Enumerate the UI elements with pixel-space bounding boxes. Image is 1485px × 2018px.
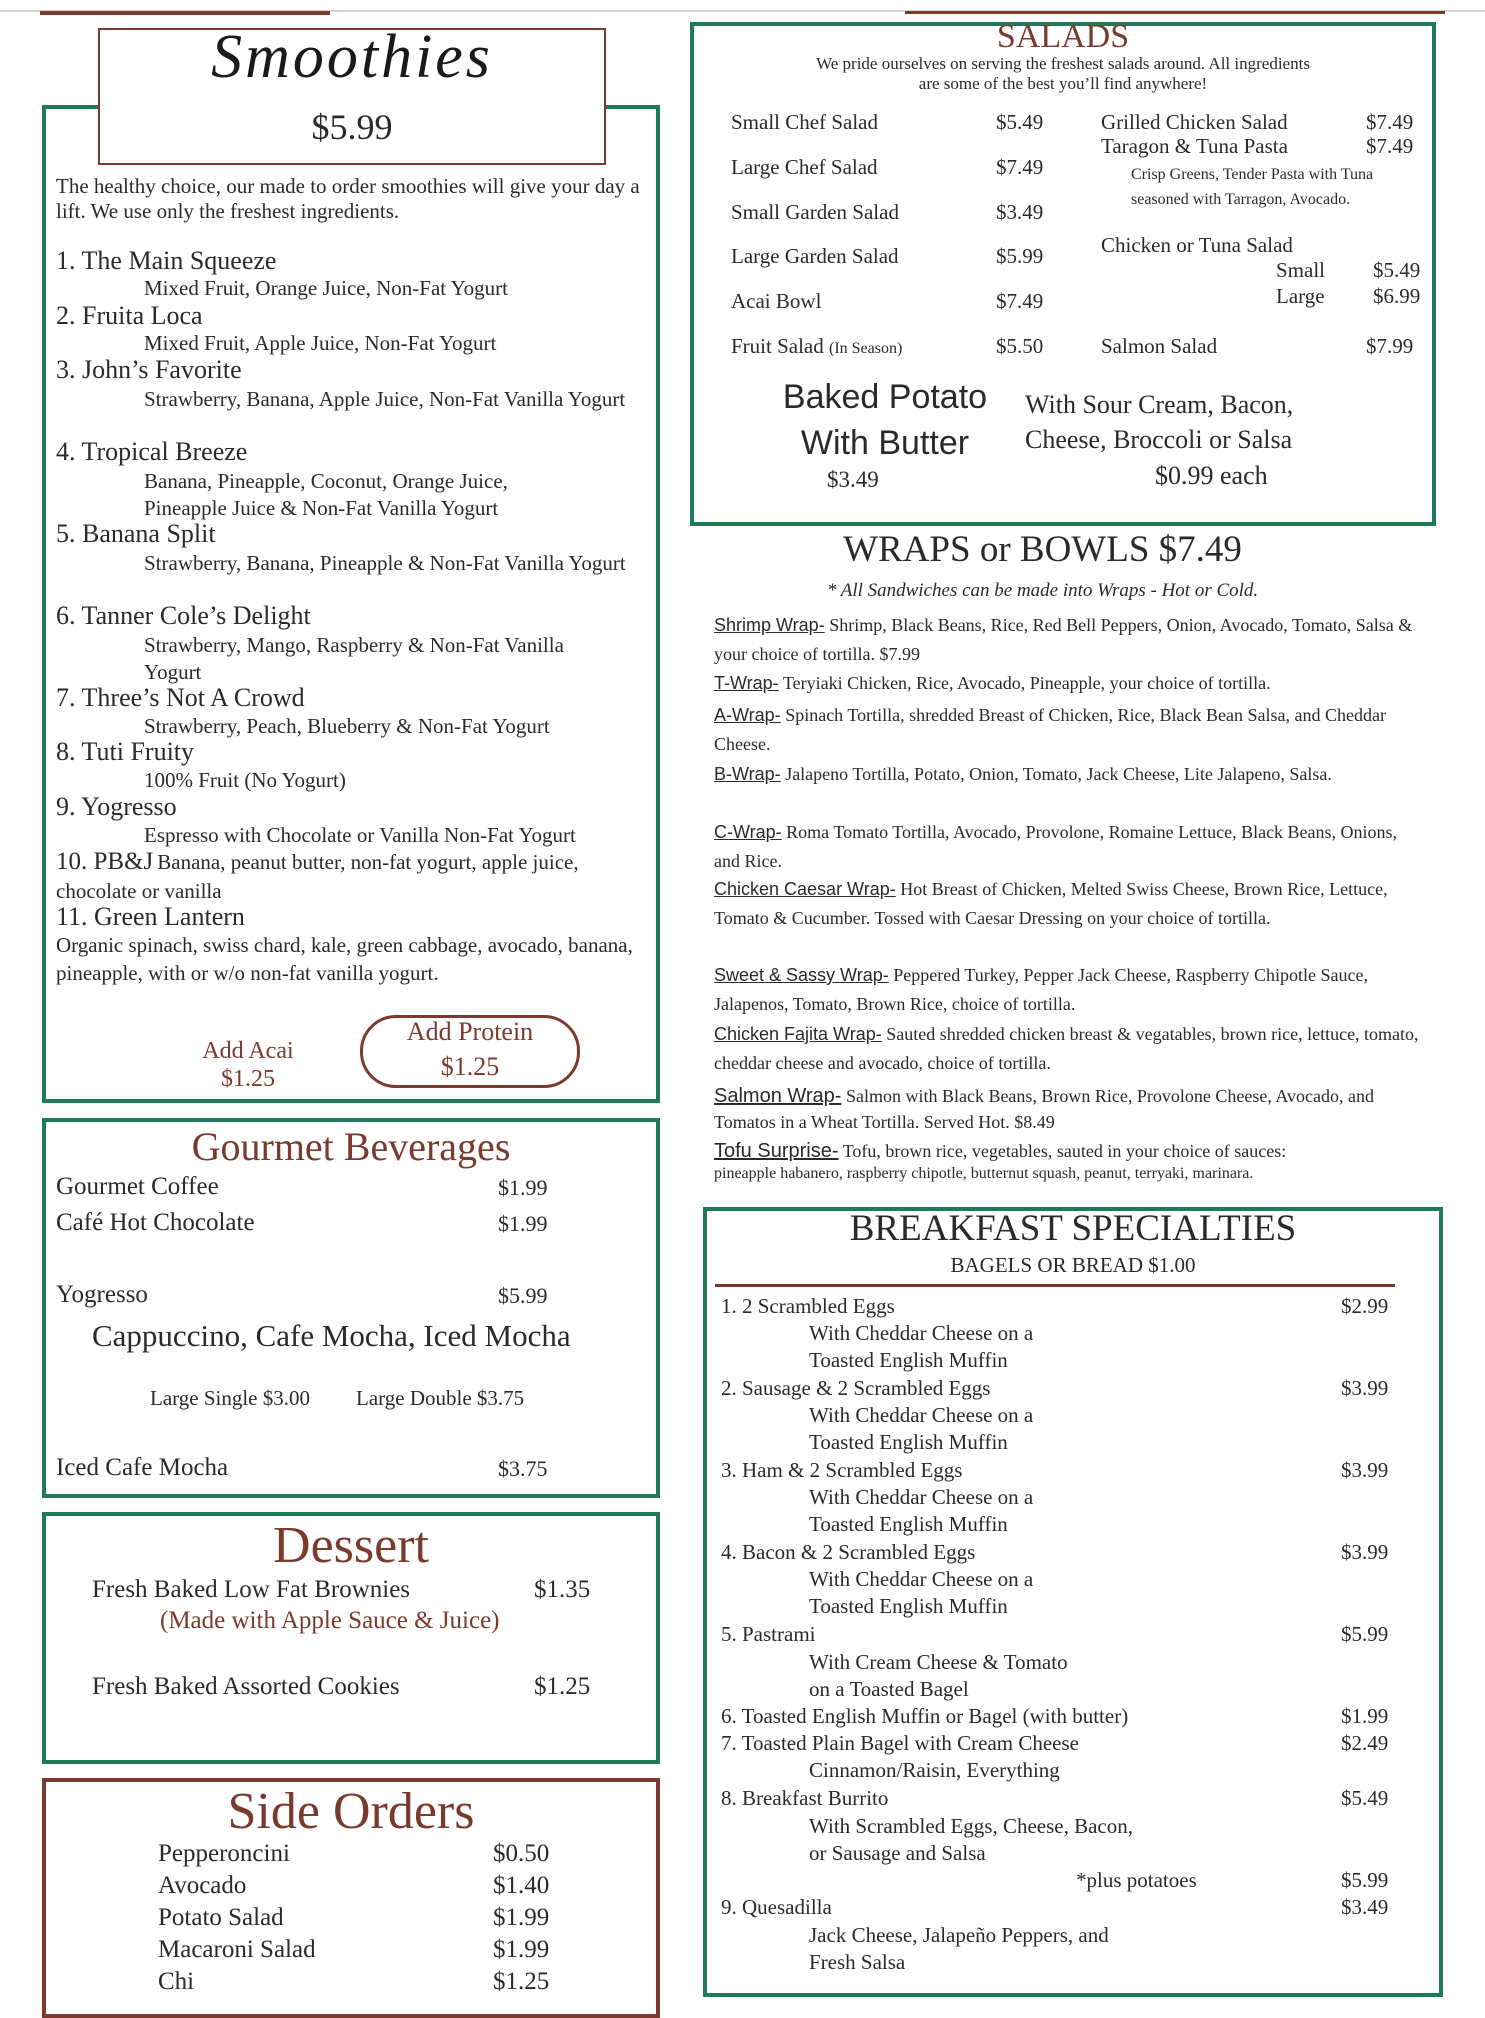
breakfast-item: 3. Ham & 2 Scrambled Eggs: [721, 1458, 963, 1482]
wrap-desc-tofu-2: pineapple habanero, raspberry chipotle, butternut squash, peanut, terryaki, marinara.: [714, 1165, 1254, 1182]
wrap-name: Tofu Surprise-: [714, 1140, 839, 1162]
breakfast-title: BREAKFAST SPECIALTIES: [849, 1208, 1297, 1249]
smoothie-item-10-desc: Banana, peanut butter, non-fat yogurt, apple juice, chocolate or vanilla: [56, 850, 579, 903]
wraps-title: WRAPS or BOWLS $7.49: [843, 529, 1242, 570]
breakfast-subtitle: BAGELS OR BREAD $1.00: [950, 1253, 1196, 1277]
smoothie-desc: Strawberry, Banana, Apple Juice, Non-Fat Vanilla Yogurt: [144, 387, 626, 411]
wrap-name: Shrimp Wrap-: [714, 615, 825, 635]
beverage-price: $3.75: [498, 1456, 548, 1481]
breakfast-desc: on a Toasted Bagel: [809, 1677, 969, 1701]
breakfast-item: 9. Quesadilla: [721, 1895, 832, 1919]
smoothies-title: Smoothies: [211, 23, 493, 91]
beverage-row: [56, 1281, 576, 1313]
breakfast-item: 2. Sausage & 2 Scrambled Eggs: [721, 1376, 991, 1400]
wrap-name: Sweet & Sassy Wrap-: [714, 965, 889, 985]
smoothie-item: 4. Tropical Breeze: [56, 437, 248, 466]
smoothie-item-11: 11. Green Lantern: [56, 902, 245, 931]
wrap-name: C-Wrap-: [714, 822, 782, 842]
espresso-drinks: Cappuccino, Cafe Mocha, Iced Mocha: [92, 1318, 571, 1353]
side-price: $0.50: [493, 1840, 550, 1867]
smoothie-item-10: [56, 848, 616, 907]
salad-item: [731, 334, 902, 359]
wrap-desc: Hot Breast of Chicken, Melted Swiss Cheese, Brown Rice, Lettuce, Tomato & Cucumber. Tossed with Caesar Dressing on your choice of tortilla.: [714, 879, 1388, 928]
toppings-line2: Cheese, Broccoli or Salsa: [1025, 425, 1293, 454]
breakfast-item: 8. Breakfast Burrito: [721, 1786, 889, 1810]
beverage-price: $1.99: [498, 1175, 548, 1200]
salad-price: $5.99: [996, 244, 1044, 268]
wrap-name: B-Wrap-: [714, 764, 781, 784]
fruit-salad-note: (In Season): [829, 340, 903, 357]
breakfast-price: $5.49: [1341, 1786, 1389, 1810]
side-item: Macaroni Salad: [158, 1936, 316, 1963]
salad-item: Small Garden Salad: [731, 200, 899, 224]
dessert-brownies-note: (Made with Apple Sauce & Juice): [160, 1607, 500, 1634]
add-acai-price: $1.25: [221, 1066, 275, 1092]
salad-item: Grilled Chicken Salad: [1101, 110, 1288, 134]
baked-potato-line1: Baked Potato: [782, 378, 988, 416]
wrap-desc: Spinach Tortilla, shredded Breast of Chicken, Rice, Black Bean Salsa, and Cheddar Cheese.: [714, 705, 1386, 754]
breakfast-price: $3.99: [1341, 1540, 1389, 1564]
wrap-item-tofu: [714, 1139, 1419, 1163]
beverage-name: Café Hot Chocolate: [56, 1209, 255, 1236]
smoothie-desc: Strawberry, Banana, Pineapple & Non-Fat Vanilla Yogurt: [144, 551, 626, 575]
wrap-desc: Roma Tomato Tortilla, Avocado, Provolone, Romaine Lettuce, Black Beans, Onions, and Rice.: [714, 822, 1398, 871]
smoothie-item: 1. The Main Squeeze: [56, 246, 277, 275]
top-accent-left: [40, 11, 330, 15]
beverage-name: Iced Cafe Mocha: [56, 1454, 229, 1481]
salads-title: SALADS: [996, 18, 1130, 55]
breakfast-item: 7. Toasted Plain Bagel with Cream Cheese: [721, 1731, 1079, 1755]
breakfast-price: $2.49: [1341, 1731, 1389, 1755]
salad-item: Salmon Salad: [1101, 334, 1218, 358]
salad-price: $5.50: [996, 334, 1044, 358]
side-item: Avocado: [158, 1872, 247, 1899]
beverage-name: Gourmet Coffee: [56, 1173, 219, 1200]
salad-price: $7.99: [1366, 334, 1414, 358]
breakfast-price: $2.99: [1341, 1294, 1389, 1318]
smoothie-desc: 100% Fruit (No Yogurt): [144, 768, 346, 792]
wrap-desc: Teryiaki Chicken, Rice, Avocado, Pineapple, your choice of tortilla.: [782, 673, 1271, 693]
side-price: $1.99: [493, 1904, 550, 1931]
add-protein-price: $1.25: [440, 1052, 500, 1081]
beverage-row: [56, 1454, 576, 1486]
breakfast-desc: Fresh Salsa: [809, 1950, 906, 1974]
breakfast-desc: With Scrambled Eggs, Cheese, Bacon,: [809, 1814, 1133, 1838]
wrap-item: [714, 1020, 1419, 1078]
wrap-name: Chicken Caesar Wrap-: [714, 879, 896, 899]
smoothie-item: 3. John’s Favorite: [56, 355, 242, 384]
wrap-item: [714, 760, 1419, 789]
size-large: Large: [1276, 284, 1325, 308]
wrap-desc: Peppered Turkey, Pepper Jack Cheese, Raspberry Chipotle Sauce, Jalapenos, Tomato, Brown Rice, choice of tortilla.: [714, 965, 1368, 1014]
salad-item: Large Chef Salad: [731, 155, 878, 179]
breakfast-addon: *plus potatoes: [1076, 1868, 1197, 1892]
salad-price: $5.49: [996, 110, 1044, 134]
side-item: Pepperoncini: [158, 1840, 290, 1867]
wrap-name: Chicken Fajita Wrap-: [714, 1024, 882, 1044]
breakfast-desc: Cinnamon/Raisin, Everything: [809, 1758, 1060, 1782]
beverage-row: [56, 1209, 576, 1241]
smoothie-item: 5. Banana Split: [56, 519, 216, 548]
salad-item: Large Garden Salad: [731, 244, 899, 268]
dessert-brownies-price: $1.35: [534, 1576, 591, 1603]
breakfast-item: 5. Pastrami: [721, 1622, 816, 1646]
breakfast-desc: With Cheddar Cheese on a: [809, 1403, 1034, 1427]
smoothie-item: 7. Three’s Not A Crowd: [56, 683, 305, 712]
size-large-price: $6.99: [1373, 284, 1421, 308]
smoothie-item-10-name: 10. PB&J: [56, 848, 154, 875]
wrap-name: T-Wrap-: [714, 673, 779, 693]
smoothies-price: $5.99: [311, 107, 393, 147]
side-orders-title: Side Orders: [227, 1783, 475, 1840]
breakfast-desc: or Sausage and Salsa: [809, 1841, 986, 1865]
salad-price: $7.49: [1366, 134, 1414, 158]
breakfast-desc: Toasted English Muffin: [809, 1430, 1008, 1454]
salad-item: Taragon & Tuna Pasta: [1101, 134, 1288, 158]
wrap-desc: Salmon with Black Beans, Brown Rice, Provolone Cheese, Avocado, and Tomatos in a Wheat Tortilla. Served Hot. $8.49: [714, 1086, 1375, 1132]
breakfast-price: $1.99: [1341, 1704, 1389, 1728]
smoothies-intro: The healthy choice, our made to order smoothies will give your day a lift. We use only the freshest ingredients.: [56, 174, 640, 223]
side-price: $1.40: [493, 1872, 550, 1899]
smoothie-desc: Banana, Pineapple, Coconut, Orange Juice, Pineapple Juice & Non-Fat Vanilla Yogurt: [144, 469, 508, 520]
smoothie-desc: Strawberry, Mango, Raspberry & Non-Fat Vanilla Yogurt: [144, 633, 564, 684]
wrap-name: A-Wrap-: [714, 705, 781, 725]
wrap-desc: Jalapeno Tortilla, Potato, Onion, Tomato, Jack Cheese, Lite Jalapeno, Salsa.: [785, 764, 1332, 784]
size-small: Small: [1276, 258, 1326, 282]
salad-price: $3.49: [996, 200, 1044, 224]
wrap-desc: Sauted shredded chicken breast & vegatables, brown rice, lettuce, tomato, cheddar cheese and avocado, choice of tortilla.: [714, 1024, 1419, 1073]
wrap-item: [714, 701, 1419, 759]
beverage-row: [56, 1173, 576, 1205]
wrap-name: Salmon Wrap-: [714, 1085, 842, 1107]
smoothie-item: 2. Fruita Loca: [56, 301, 203, 330]
salad-item: Chicken or Tuna Salad: [1101, 233, 1293, 257]
breakfast-price: $3.99: [1341, 1458, 1389, 1482]
smoothie-desc: Mixed Fruit, Orange Juice, Non-Fat Yogurt: [144, 276, 508, 300]
wrap-item: [714, 611, 1419, 669]
breakfast-desc: With Cream Cheese & Tomato: [809, 1650, 1068, 1674]
breakfast-desc: Toasted English Muffin: [809, 1348, 1008, 1372]
dessert-title: Dessert: [273, 1517, 429, 1574]
dessert-brownies: Fresh Baked Low Fat Brownies: [92, 1576, 411, 1603]
large-single: Large Single $3.00: [150, 1386, 311, 1410]
salad-price: $7.49: [996, 155, 1044, 179]
beverage-price: $5.99: [498, 1283, 548, 1308]
smoothie-item-11-desc: Organic spinach, swiss chard, kale, green cabbage, avocado, banana, pineapple, with or w/o non-fat vanilla yogurt.: [56, 933, 633, 985]
wrap-item: [714, 1083, 1419, 1135]
smoothie-desc: Strawberry, Peach, Blueberry & Non-Fat Yogurt: [144, 714, 550, 738]
breakfast-addon-price: $5.99: [1341, 1868, 1389, 1892]
salads-intro-1: We pride ourselves on serving the freshest salads around. All ingredients: [816, 54, 1310, 73]
smoothie-desc: Espresso with Chocolate or Vanilla Non-Fat Yogurt: [144, 823, 576, 847]
fruit-salad-name: Fruit Salad: [731, 334, 824, 358]
side-price: $1.25: [493, 1968, 550, 1995]
breakfast-item: 1. 2 Scrambled Eggs: [721, 1294, 895, 1318]
salad-desc: Crisp Greens, Tender Pasta with Tuna seasoned with Tarragon, Avocado.: [1131, 166, 1374, 208]
wrap-desc: Shrimp, Black Beans, Rice, Red Bell Peppers, Onion, Avocado, Tomato, Salsa & your choice of tortilla. $7.99: [714, 615, 1413, 664]
wrap-item: [714, 669, 1419, 698]
beverage-price: $1.99: [498, 1211, 548, 1236]
top-accent-right: [905, 11, 1445, 14]
breakfast-desc: Jack Cheese, Jalapeño Peppers, and: [809, 1923, 1109, 1947]
wrap-item: [714, 875, 1419, 933]
add-acai-label: Add Acai: [202, 1038, 294, 1064]
baked-potato-price: $3.49: [827, 467, 879, 492]
toppings-price: $0.99 each: [1155, 461, 1268, 490]
salad-price: $7.49: [996, 289, 1044, 313]
breakfast-price: $5.99: [1341, 1622, 1389, 1646]
breakfast-item: 4. Bacon & 2 Scrambled Eggs: [721, 1540, 976, 1564]
smoothie-item: 6. Tanner Cole’s Delight: [56, 601, 311, 630]
breakfast-desc: With Cheddar Cheese on a: [809, 1321, 1034, 1345]
smoothie-item: 9. Yogresso: [56, 792, 177, 821]
smoothie-desc: Mixed Fruit, Apple Juice, Non-Fat Yogurt: [144, 331, 497, 355]
side-item: Chi: [158, 1968, 195, 1995]
breakfast-desc: With Cheddar Cheese on a: [809, 1567, 1034, 1591]
breakfast-divider: [715, 1284, 1395, 1287]
add-protein-label: Add Protein: [406, 1017, 534, 1046]
dessert-cookies: Fresh Baked Assorted Cookies: [92, 1673, 400, 1700]
baked-potato-line2: With Butter: [800, 424, 970, 462]
wrap-item: [714, 961, 1419, 1019]
large-double: Large Double $3.75: [356, 1386, 525, 1410]
smoothie-item: 8. Tuti Fruity: [56, 737, 195, 766]
size-small-price: $5.49: [1373, 258, 1421, 282]
side-item: Potato Salad: [158, 1904, 284, 1931]
beverage-name: Yogresso: [56, 1281, 148, 1308]
dessert-cookies-price: $1.25: [534, 1673, 591, 1700]
salad-price: $7.49: [1366, 110, 1414, 134]
beverages-title: Gourmet Beverages: [191, 1124, 511, 1169]
wrap-item: [714, 818, 1419, 876]
breakfast-desc: Toasted English Muffin: [809, 1594, 1008, 1618]
salad-item: Small Chef Salad: [731, 110, 878, 134]
breakfast-item: 6. Toasted English Muffin or Bagel (with butter): [721, 1704, 1129, 1728]
breakfast-price: $3.99: [1341, 1376, 1389, 1400]
wrap-desc: Tofu, brown rice, vegetables, sauted in your choice of sauces:: [842, 1141, 1287, 1161]
salad-item: Acai Bowl: [731, 289, 822, 313]
breakfast-desc: With Cheddar Cheese on a: [809, 1485, 1034, 1509]
side-price: $1.99: [493, 1936, 550, 1963]
wraps-note: * All Sandwiches can be made into Wraps - Hot or Cold.: [826, 580, 1259, 601]
breakfast-price: $3.49: [1341, 1895, 1389, 1919]
toppings-line1: With Sour Cream, Bacon,: [1025, 390, 1294, 419]
salads-intro-2: are some of the best you’ll find anywhere!: [918, 74, 1208, 93]
breakfast-desc: Toasted English Muffin: [809, 1512, 1008, 1536]
